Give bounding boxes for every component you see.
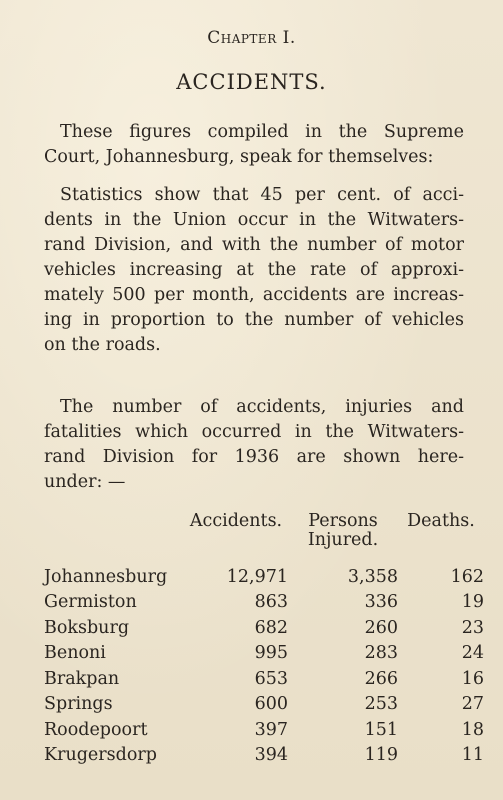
injured-cell: 151: [364, 719, 398, 740]
paragraph-line: ing in proportion to the number of vehicles: [44, 310, 464, 330]
town-cell: Johannesburg: [44, 566, 168, 587]
statistics-paragraph: [44, 183, 464, 358]
injured-cell: 119: [364, 745, 398, 766]
paragraph-line: under: —: [44, 472, 126, 492]
paragraph-line: Court, Johannesburg, speak for themselves:: [44, 147, 434, 167]
table-row: [44, 717, 484, 743]
injured-cell: 260: [364, 617, 398, 638]
accidents-cell: 600: [254, 694, 288, 715]
accidents-table: [44, 512, 484, 768]
header-persons-injured: [288, 512, 398, 564]
deaths-cell: 19: [461, 592, 484, 613]
deaths-cell: 18: [461, 719, 484, 740]
injured-cell: 336: [364, 592, 398, 613]
header-town: [44, 512, 184, 564]
table-intro-paragraph: [44, 395, 464, 495]
header-injured-line1: Persons: [308, 511, 378, 531]
deaths-cell: 23: [461, 617, 484, 638]
deaths-cell: 24: [461, 643, 484, 664]
injured-cell: 266: [364, 668, 398, 689]
header-deaths: Deaths.: [407, 511, 475, 531]
deaths-cell: 16: [461, 668, 484, 689]
table-header-row: [44, 512, 484, 564]
town-cell: Germiston: [44, 592, 137, 613]
town-cell: Boksburg: [44, 617, 130, 638]
town-cell: Benoni: [44, 643, 106, 664]
paragraph-line: fatalities which occurred in the Witwaters-: [44, 422, 464, 442]
deaths-cell: 27: [461, 694, 484, 715]
paragraph-line: The number of accidents, injuries and: [60, 397, 464, 417]
town-cell: Brakpan: [44, 668, 120, 689]
table-row: [44, 564, 484, 590]
table-row: [44, 615, 484, 641]
accidents-cell: 682: [254, 617, 288, 638]
injured-cell: 253: [364, 694, 398, 715]
table-row: [44, 743, 484, 769]
paragraph-line: vehicles increasing at the rate of approxi-: [44, 260, 464, 280]
table-row: [44, 692, 484, 718]
town-cell: Springs: [44, 694, 113, 715]
town-cell: Roodepoort: [44, 719, 148, 740]
accidents-cell: 397: [254, 719, 288, 740]
paragraph-line: on the roads.: [44, 335, 161, 355]
chapter-heading: Chapter I.: [207, 28, 296, 48]
paragraph-line: These figures compiled in the Supreme: [60, 122, 464, 142]
paragraph-line: rand Division, and with the number of motor: [44, 235, 464, 255]
accidents-cell: 394: [254, 745, 288, 766]
accidents-cell: 995: [254, 643, 288, 664]
chapter-title: ACCIDENTS.: [176, 70, 327, 94]
injured-cell: 3,358: [347, 566, 398, 587]
header-injured-line2: Injured.: [307, 530, 379, 550]
accidents-cell: 653: [254, 668, 288, 689]
table-row: [44, 666, 484, 692]
paragraph-line: dents in the Union occur in the Witwaters-: [44, 210, 464, 230]
paragraph-line: Statistics show that 45 per cent. of acci-: [60, 185, 464, 205]
intro-paragraph: [44, 120, 464, 170]
header-accidents: Accidents.: [189, 511, 283, 531]
paragraph-line: mately 500 per month, accidents are increas-: [44, 285, 464, 305]
table-row: [44, 590, 484, 616]
deaths-cell: 162: [450, 566, 484, 587]
town-cell: Krugersdorp: [44, 745, 157, 766]
accidents-cell: 863: [254, 592, 288, 613]
injured-cell: 283: [364, 643, 398, 664]
deaths-cell: 11: [461, 745, 484, 766]
paragraph-line: rand Division for 1936 are shown here-: [44, 447, 464, 467]
table-row: [44, 641, 484, 667]
accidents-cell: 12,971: [226, 566, 288, 587]
